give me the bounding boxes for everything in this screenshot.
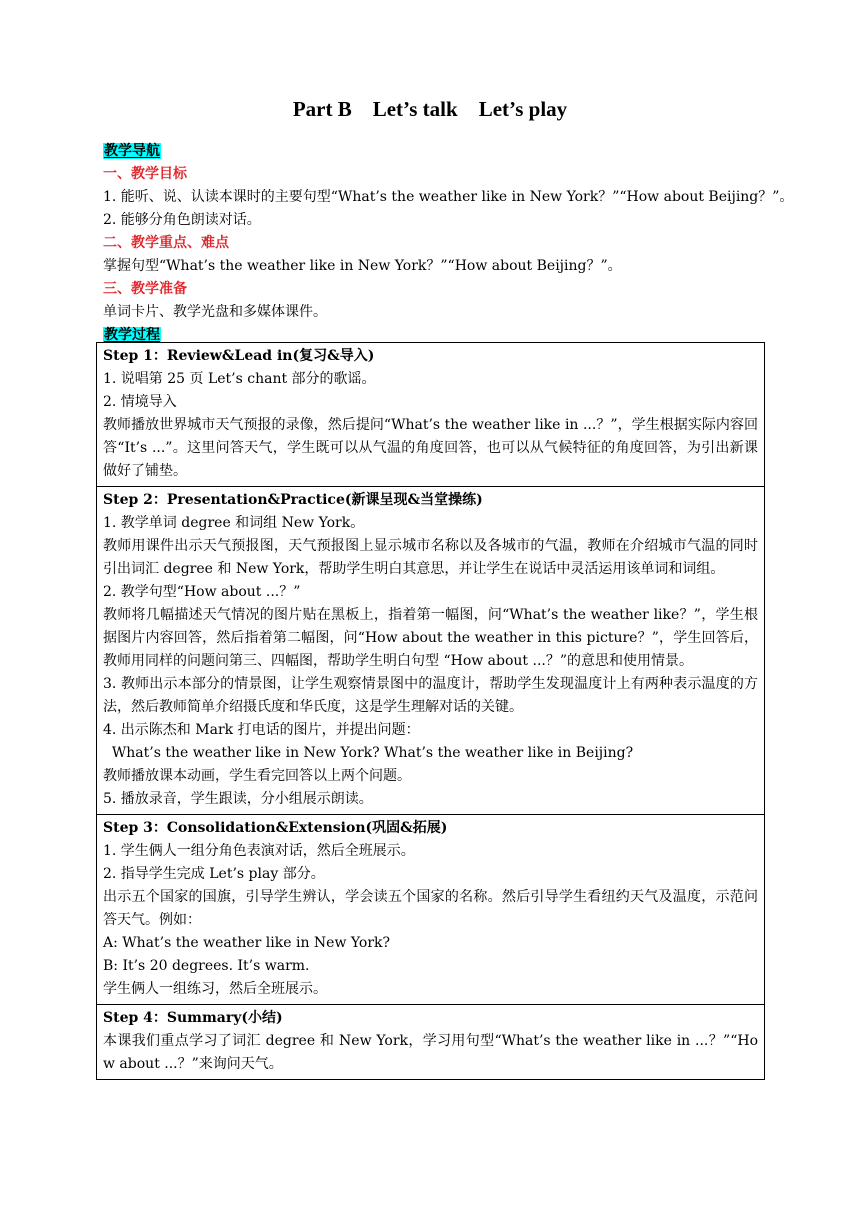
step-line: A: What’s the weather like in New York?: [103, 935, 391, 951]
step-paragraph: 3. 教师出示本部分的情景图，让学生观察情景图中的温度计，帮助学生发现温度计上有两种表示温度的方法，然后教师简单介绍摄氏度和华氏度，这是学生理解对话的关键。: [103, 676, 758, 715]
step-heading: Step 1：Review&Lead in(复习&导入): [103, 348, 375, 364]
table-row: [97, 343, 765, 487]
step-line: What’s the weather like in New York? What’s the weather like in Beijing?: [103, 745, 634, 761]
guide-section: [103, 140, 794, 347]
step-cell: [97, 487, 765, 815]
preparation-heading: 三、教学准备: [103, 281, 187, 297]
step-line: 4. 出示陈杰和 Mark 打电话的图片，并提出问题：: [103, 722, 420, 738]
step-line: 教师播放课本动画，学生看完回答以上两个问题。: [103, 768, 411, 784]
objective-item: 1. 能听、说、认读本课时的主要句型“What’s the weather like in New York？”“How about Beijing？”。: [103, 189, 794, 205]
step-line: B: It’s 20 degrees. It’s warm.: [103, 958, 310, 974]
step-line: 5. 播放录音，学生跟读，分小组展示朗读。: [103, 791, 373, 807]
step-line: 1. 学生俩人一组分角色表演对话，然后全班展示。: [103, 843, 415, 859]
process-heading: 教学过程: [104, 327, 160, 343]
step-line: 2. 指导学生完成 Let’s play 部分。: [103, 866, 325, 882]
step-paragraph: 教师播放世界城市天气预报的录像，然后提问“What’s the weather like in ...？”，学生根据实际内容回答“It’s ...”。这里问答天气，学生既可以从气温的角度回答，也可以从气候特征的角度回答，为引出新课做好了铺垫。: [103, 417, 758, 479]
guide-heading: 教学导航: [104, 143, 160, 159]
key-points-text: 掌握句型“What’s the weather like in New York？”“How about Beijing？”。: [103, 258, 622, 274]
step-line: 1. 教学单词 degree 和词组 New York。: [103, 515, 365, 531]
step-line: 1. 说唱第 25 页 Let’s chant 部分的歌谣。: [103, 371, 376, 387]
step-heading: Step 3：Consolidation&Extension(巩固&拓展): [103, 820, 448, 836]
step-paragraph: 教师将几幅描述天气情况的图片贴在黑板上，指着第一幅图，问“What’s the weather like？”，学生根据图片内容回答，然后指着第二幅图，问“How about the weather in this picture？”，学生回答后，教师用同样的问题问第三、四幅图，帮助学生明白句型 “How about ...？”的意思和使用情景。: [103, 607, 758, 669]
step-cell: [97, 815, 765, 1005]
step-paragraph: 本课我们重点学习了词汇 degree 和 New York，学习用句型“What’s the weather like in ...？”“How about ...？”来询问天气。: [103, 1033, 758, 1072]
objectives-heading: 一、教学目标: [103, 166, 187, 182]
step-paragraph: 出示五个国家的国旗，引导学生辨认，学会读五个国家的名称。然后引导学生看纽约天气及温度，示范问答天气。例如：: [103, 889, 758, 928]
table-row: [97, 487, 765, 815]
step-line: 2. 情境导入: [103, 394, 177, 410]
preparation-text: 单词卡片、教学光盘和多媒体课件。: [103, 304, 327, 320]
step-heading: Step 2：Presentation&Practice(新课呈现&当堂操练): [103, 492, 483, 508]
table-row: [97, 815, 765, 1005]
step-heading: Step 4：Summary(小结): [103, 1010, 283, 1026]
step-line: 2. 教学句型“How about ...？”: [103, 584, 301, 600]
teaching-process-table: [96, 342, 765, 1080]
step-paragraph: 教师用课件出示天气预报图，天气预报图上显示城市名称以及各城市的气温，教师在介绍城市气温的同时引出词汇 degree 和 New York，帮助学生明白其意思，并让学生在说话中灵活运用该单词和词组。: [103, 538, 758, 577]
page-title: Part B Let’s talk Let’s play: [292, 97, 568, 121]
key-points-heading: 二、教学重点、难点: [103, 235, 229, 251]
objective-item: 2. 能够分角色朗读对话。: [103, 212, 261, 228]
step-cell: [97, 343, 765, 487]
step-cell: [97, 1005, 765, 1080]
table-row: [97, 1005, 765, 1080]
step-line: 学生俩人一组练习，然后全班展示。: [103, 981, 327, 997]
